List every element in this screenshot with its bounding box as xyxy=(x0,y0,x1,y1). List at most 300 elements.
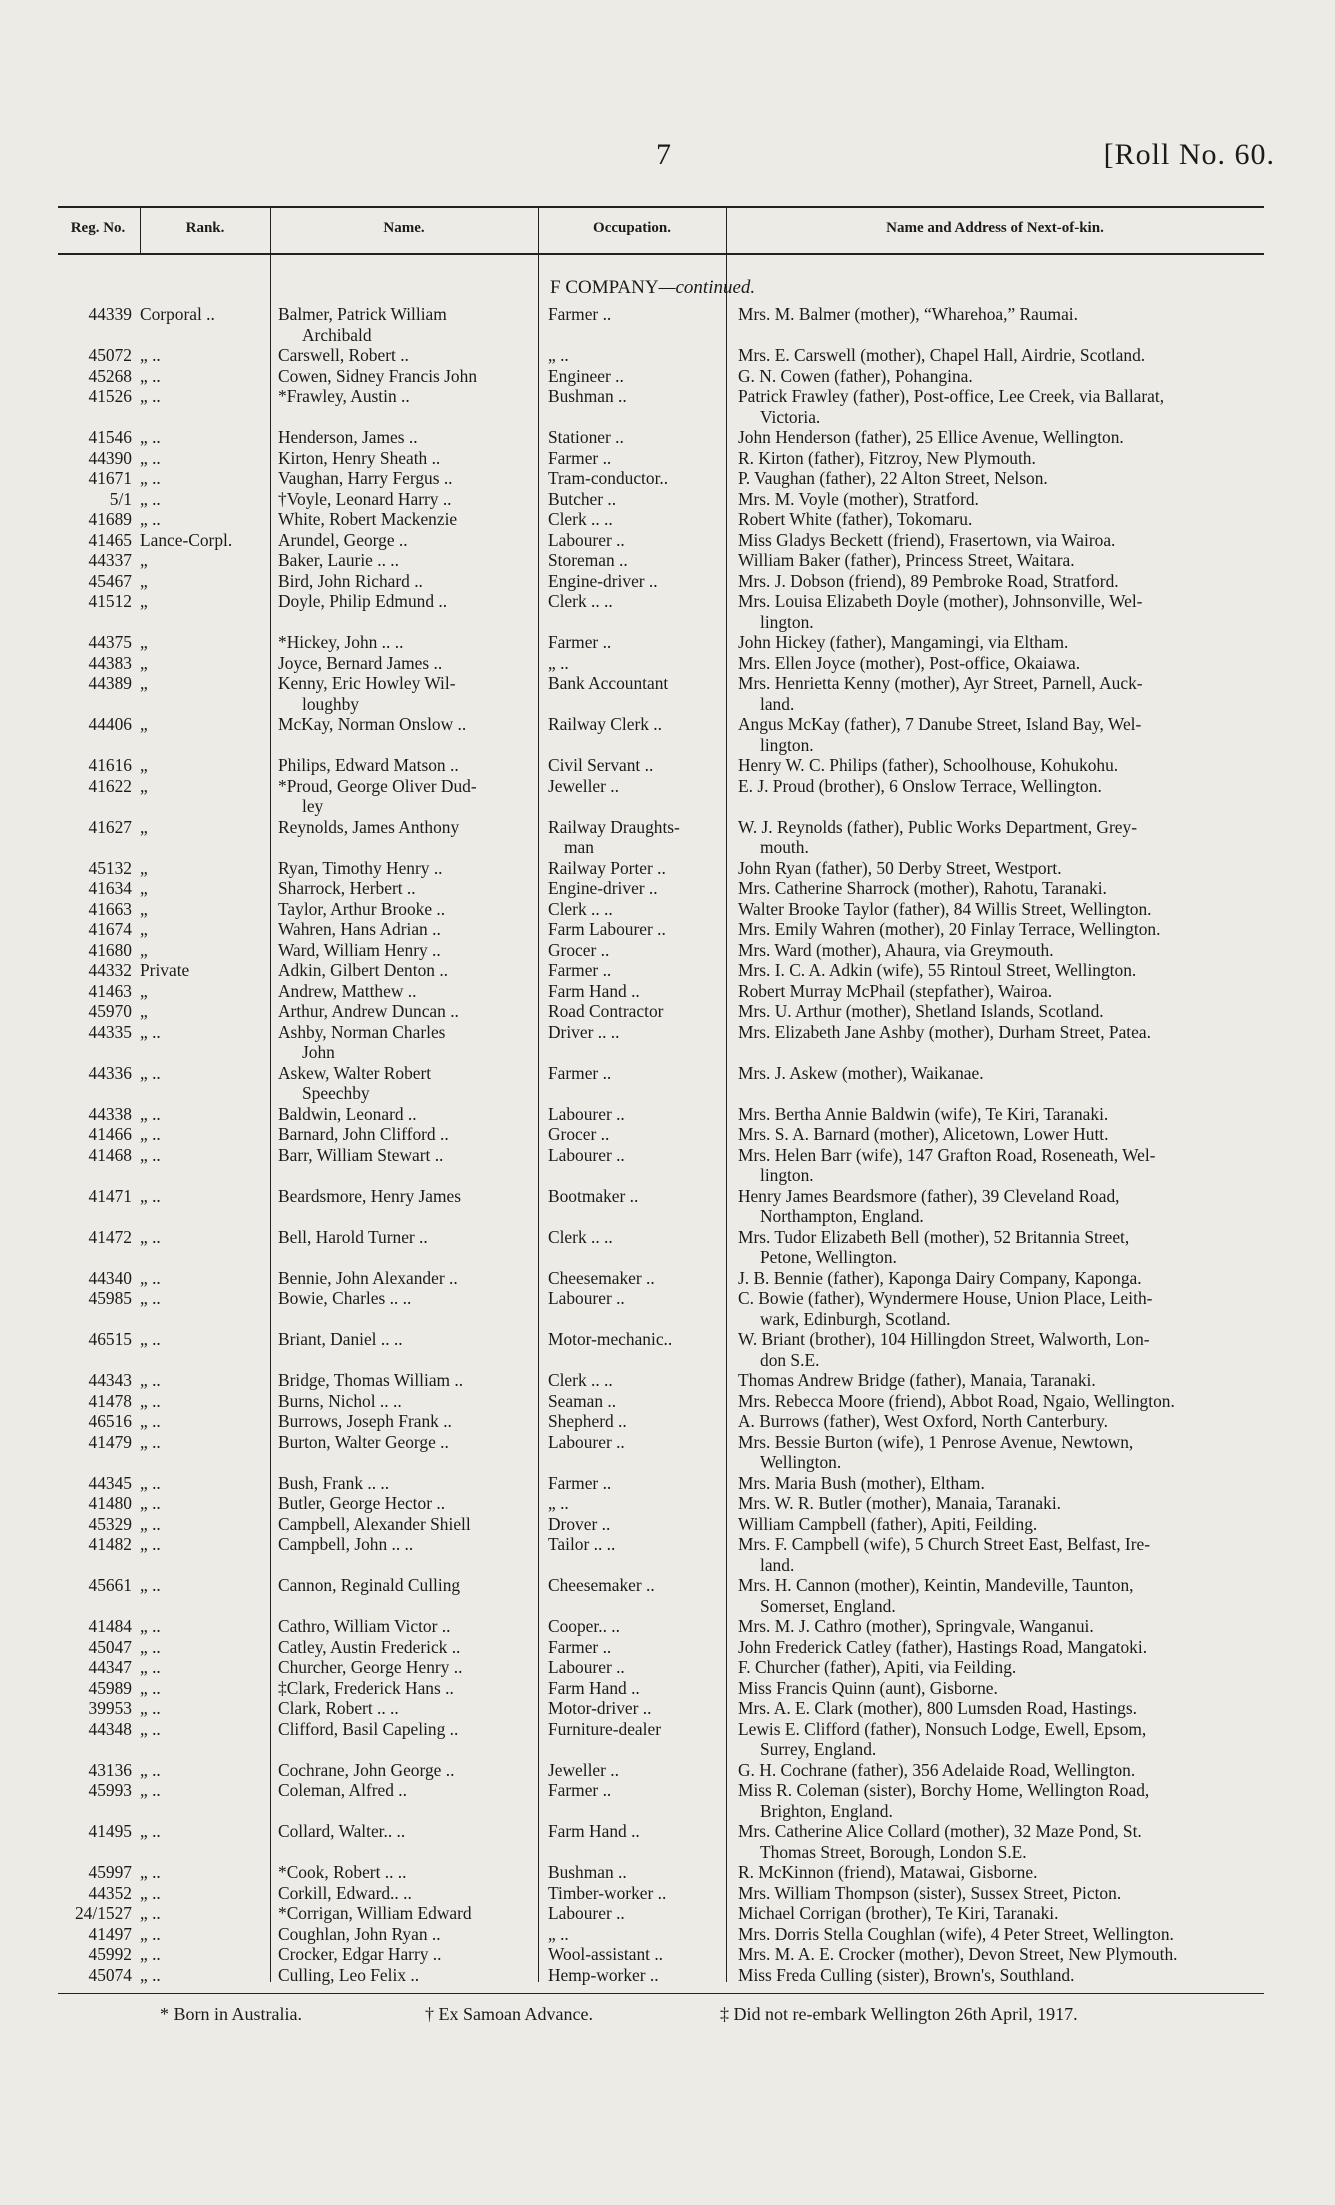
occupation xyxy=(548,1760,718,1781)
occupation xyxy=(548,591,718,612)
next-of-kin-line: Mrs. M. Voyle (mother), Stratford. xyxy=(738,488,979,509)
table-row xyxy=(0,448,1335,469)
next-of-kin-line: William Baker (father), Princess Street, Waitara. xyxy=(738,550,1075,570)
table-row xyxy=(0,1903,1335,1924)
next-of-kin-line: Northampton, England. xyxy=(760,1206,924,1226)
occupation-line: Motor-driver .. xyxy=(548,1698,652,1718)
table-row xyxy=(0,1760,1335,1781)
occupation-line: Hemp-worker .. xyxy=(548,1964,659,1985)
soldier-name-line: Henderson, James .. xyxy=(278,427,418,447)
next-of-kin-line: lington. xyxy=(760,734,814,755)
occupation xyxy=(548,1862,718,1883)
next-of-kin-line: don S.E. xyxy=(760,1349,820,1370)
next-of-kin xyxy=(738,714,1278,755)
next-of-kin xyxy=(738,1698,1278,1719)
soldier-name xyxy=(278,981,528,1002)
soldier-name-line: Briant, Daniel .. .. xyxy=(278,1329,403,1349)
reg-number: 41526 xyxy=(88,386,132,406)
occupation-line: Wool-assistant .. xyxy=(548,1944,664,1964)
soldier-name-line: Kenny, Eric Howley Wil- xyxy=(278,673,456,693)
column-header-occupation: Occupation. xyxy=(593,220,671,236)
rank: „ .. xyxy=(140,1513,161,1534)
soldier-name-line: Campbell, Alexander Shiell xyxy=(278,1513,471,1534)
occupation-line: Road Contractor xyxy=(548,1001,664,1021)
section-title: F COMPANY xyxy=(550,277,659,298)
table-row xyxy=(0,981,1335,1002)
soldier-name xyxy=(278,1288,528,1309)
occupation xyxy=(548,1575,718,1596)
reg-number: 24/1527 xyxy=(74,1903,132,1923)
soldier-name-line: †Voyle, Leonard Harry .. xyxy=(278,488,452,509)
occupation-line: Farm Hand .. xyxy=(548,1821,640,1841)
table-row xyxy=(0,427,1335,448)
soldier-name xyxy=(278,1760,528,1781)
next-of-kin-line: Thomas Andrew Bridge (father), Manaia, Taranaki. xyxy=(738,1370,1096,1390)
soldier-name-line: Collard, Walter.. .. xyxy=(278,1821,406,1841)
table-row xyxy=(0,1637,1335,1658)
soldier-name-line: Burton, Walter George .. xyxy=(278,1431,449,1452)
footnote-samoan: † Ex Samoan Advance. xyxy=(425,2004,593,2024)
soldier-name-line: Burrows, Joseph Frank .. xyxy=(278,1411,452,1431)
table-row xyxy=(0,1022,1335,1063)
occupation xyxy=(548,1821,718,1842)
occupation-line: Farm Labourer .. xyxy=(548,919,666,939)
soldier-name xyxy=(278,1145,528,1166)
rank: „ .. xyxy=(140,1329,161,1349)
table-row xyxy=(0,366,1335,387)
table-row xyxy=(0,571,1335,592)
rank: „ xyxy=(140,673,148,693)
next-of-kin-line: Robert White (father), Tokomaru. xyxy=(738,509,973,529)
soldier-name-line: Askew, Walter Robert xyxy=(278,1062,432,1083)
occupation xyxy=(548,673,718,694)
next-of-kin xyxy=(738,919,1278,940)
reg-number: 44336 xyxy=(88,1062,132,1083)
next-of-kin xyxy=(738,1534,1278,1575)
next-of-kin-line: Mrs. Catherine Alice Collard (mother), 32 Maze Pond, St. xyxy=(738,1821,1142,1841)
rank: „ .. xyxy=(140,1534,161,1554)
table-row xyxy=(0,1329,1335,1370)
occupation-line: Furniture-dealer xyxy=(548,1718,661,1739)
soldier-name-line: Baldwin, Leonard .. xyxy=(278,1103,417,1124)
soldier-name-line: Bird, John Richard .. xyxy=(278,570,423,591)
column-header-kin: Name and Address of Next-of-kin. xyxy=(886,220,1104,236)
occupation xyxy=(548,345,718,366)
occupation xyxy=(548,448,718,469)
rank: „ .. xyxy=(140,1944,161,1964)
soldier-name-line: White, Robert Mackenzie xyxy=(278,509,458,529)
occupation xyxy=(548,1965,718,1986)
next-of-kin xyxy=(738,1862,1278,1883)
table-row xyxy=(0,899,1335,920)
next-of-kin xyxy=(738,1104,1278,1125)
next-of-kin xyxy=(738,1965,1278,1986)
table-row xyxy=(0,468,1335,489)
soldier-name xyxy=(278,1944,528,1965)
next-of-kin xyxy=(738,632,1278,653)
next-of-kin xyxy=(738,878,1278,899)
occupation-line: Labourer .. xyxy=(548,1288,625,1308)
rank: „ .. xyxy=(140,427,161,447)
soldier-name xyxy=(278,755,528,776)
occupation-line: Tram-conductor.. xyxy=(548,468,669,488)
rank: Private xyxy=(140,960,190,980)
occupation xyxy=(548,489,718,510)
occupation-line: Clerk .. .. xyxy=(548,1370,613,1390)
table-row xyxy=(0,1534,1335,1575)
occupation xyxy=(548,1944,718,1965)
rank: „ .. xyxy=(140,1390,161,1411)
table-row xyxy=(0,1924,1335,1945)
soldier-name-line: Ashby, Norman Charles xyxy=(278,1021,446,1042)
soldier-name xyxy=(278,1616,528,1637)
reg-number: 44339 xyxy=(88,304,132,324)
reg-number: 41465 xyxy=(88,529,132,550)
next-of-kin xyxy=(738,509,1278,530)
reg-number: 44332 xyxy=(88,960,132,980)
rank: „ xyxy=(140,570,148,591)
next-of-kin xyxy=(738,1432,1278,1473)
soldier-name xyxy=(278,714,528,735)
rank: „ xyxy=(140,775,148,796)
next-of-kin-line: Mrs. J. Askew (mother), Waikanae. xyxy=(738,1062,984,1083)
reg-number: 45047 xyxy=(88,1636,132,1657)
next-of-kin xyxy=(738,940,1278,961)
occupation xyxy=(548,1432,718,1453)
header-rule-bottom xyxy=(58,253,1264,255)
rank: „ .. xyxy=(140,1923,161,1944)
next-of-kin xyxy=(738,1145,1278,1186)
next-of-kin-line: Mrs. Catherine Sharrock (mother), Rahotu, Taranaki. xyxy=(738,878,1107,898)
occupation xyxy=(548,1227,718,1248)
next-of-kin xyxy=(738,1883,1278,1904)
soldier-name-line: Vaughan, Harry Fergus .. xyxy=(278,468,453,488)
next-of-kin-line: Mrs. A. E. Clark (mother), 800 Lumsden Road, Hastings. xyxy=(738,1698,1137,1718)
reg-number: 41472 xyxy=(88,1226,132,1247)
rank: „ xyxy=(140,898,148,919)
occupation-line: Jeweller .. xyxy=(548,775,619,796)
next-of-kin xyxy=(738,550,1278,571)
occupation xyxy=(548,1063,718,1084)
next-of-kin-line: Mrs. Tudor Elizabeth Bell (mother), 52 Britannia Street, xyxy=(738,1226,1130,1247)
table-row xyxy=(0,1514,1335,1535)
reg-number: 45989 xyxy=(88,1677,132,1698)
occupation-line: Jeweller .. xyxy=(548,1759,619,1780)
next-of-kin-line: Mrs. Bessie Burton (wife), 1 Penrose Avenue, Newtown, xyxy=(738,1431,1134,1452)
next-of-kin-line: Mrs. Rebecca Moore (friend), Abbot Road, Ngaio, Wellington. xyxy=(738,1390,1175,1411)
soldier-name-line: Coughlan, John Ryan .. xyxy=(278,1923,441,1944)
soldier-name xyxy=(278,427,528,448)
occupation-line: Railway Draughts- xyxy=(548,816,680,837)
next-of-kin-line: Mrs. W. R. Butler (mother), Manaia, Taranaki. xyxy=(738,1493,1062,1513)
occupation-line: Farmer .. xyxy=(548,1780,612,1800)
reg-number: 41471 xyxy=(88,1185,132,1206)
table-row xyxy=(0,489,1335,510)
next-of-kin-line: P. Vaughan (father), 22 Alton Street, Nelson. xyxy=(738,468,1048,488)
next-of-kin xyxy=(738,1616,1278,1637)
next-of-kin xyxy=(738,591,1278,632)
rank: „ xyxy=(140,652,148,673)
occupation xyxy=(548,530,718,551)
occupation xyxy=(548,1001,718,1022)
soldier-name xyxy=(278,304,528,345)
reg-number: 41497 xyxy=(88,1923,132,1944)
reg-number: 45661 xyxy=(88,1575,132,1595)
next-of-kin-line: Lewis E. Clifford (father), Nonsuch Lodge, Ewell, Epsom, xyxy=(738,1718,1147,1739)
soldier-name xyxy=(278,468,528,489)
occupation-line: Timber-worker .. xyxy=(548,1882,667,1903)
roll-table xyxy=(0,304,1335,1985)
table-row xyxy=(0,1063,1335,1104)
rank: „ .. xyxy=(140,1903,161,1923)
soldier-name xyxy=(278,1473,528,1494)
next-of-kin-line: lington. xyxy=(760,1165,814,1185)
soldier-name-line: John xyxy=(302,1042,335,1062)
soldier-name xyxy=(278,1001,528,1022)
occupation xyxy=(548,550,718,571)
next-of-kin-line: land. xyxy=(760,1554,795,1575)
occupation-line: Farmer .. xyxy=(548,1636,612,1657)
occupation xyxy=(548,1473,718,1494)
soldier-name-line: Bowie, Charles .. .. xyxy=(278,1288,412,1308)
occupation-line: Farm Hand .. xyxy=(548,980,640,1001)
next-of-kin-line: R. McKinnon (friend), Matawai, Gisborne. xyxy=(738,1862,1038,1882)
soldier-name xyxy=(278,448,528,469)
occupation-line: Farmer .. xyxy=(548,304,612,324)
next-of-kin xyxy=(738,858,1278,879)
occupation-line: Bank Accountant xyxy=(548,673,669,693)
occupation xyxy=(548,386,718,407)
soldier-name xyxy=(278,1657,528,1678)
occupation-line: Cheesemaker .. xyxy=(548,1575,655,1595)
reg-number: 41468 xyxy=(88,1144,132,1165)
soldier-name xyxy=(278,345,528,366)
rank: „ .. xyxy=(140,1288,161,1308)
reg-number: 44390 xyxy=(88,447,132,468)
next-of-kin xyxy=(738,448,1278,469)
next-of-kin-line: Mrs. I. C. A. Adkin (wife), 55 Rintoul Street, Wellington. xyxy=(738,960,1137,980)
next-of-kin-line: J. B. Bennie (father), Kaponga Dairy Company, Kaponga. xyxy=(738,1267,1142,1288)
next-of-kin xyxy=(738,1124,1278,1145)
occupation xyxy=(548,1657,718,1678)
soldier-name-line: Barr, William Stewart .. xyxy=(278,1144,444,1165)
rank: „ .. xyxy=(140,365,161,386)
soldier-name-line: Bush, Frank .. .. xyxy=(278,1472,390,1493)
occupation-line: Stationer .. xyxy=(548,427,624,447)
roll-number: [Roll No. 60. xyxy=(1103,138,1275,171)
soldier-name xyxy=(278,1432,528,1453)
next-of-kin-line: G. N. Cowen (father), Pohangina. xyxy=(738,365,973,386)
soldier-name-line: *Corrigan, William Edward xyxy=(278,1903,472,1923)
soldier-name xyxy=(278,530,528,551)
soldier-name xyxy=(278,1965,528,1986)
next-of-kin-line: W. J. Reynolds (father), Public Works Department, Grey- xyxy=(738,816,1137,837)
column-header-reg: Reg. No. xyxy=(70,220,126,236)
soldier-name xyxy=(278,1329,528,1350)
soldier-name xyxy=(278,366,528,387)
next-of-kin-line: Henry James Beardsmore (father), 39 Cleveland Road, xyxy=(738,1185,1120,1206)
table-row xyxy=(0,1001,1335,1022)
occupation-line: Bootmaker .. xyxy=(548,1185,639,1206)
next-of-kin-line: John Hickey (father), Mangamingi, via Eltham. xyxy=(738,632,1069,652)
table-row xyxy=(0,550,1335,571)
table-row xyxy=(0,1145,1335,1186)
soldier-name-line: Andrew, Matthew .. xyxy=(278,980,417,1001)
occupation-line: Farmer .. xyxy=(548,1062,612,1083)
next-of-kin-line: R. Kirton (father), Fitzroy, New Plymouth. xyxy=(738,447,1036,468)
rank: „ .. xyxy=(140,1657,161,1677)
occupation xyxy=(548,1411,718,1432)
next-of-kin-line: Mrs. Bertha Annie Baldwin (wife), Te Kiri, Taranaki. xyxy=(738,1103,1109,1124)
occupation-line: Clerk .. .. xyxy=(548,1226,613,1247)
occupation xyxy=(548,1719,718,1740)
rank: „ .. xyxy=(140,1472,161,1493)
occupation xyxy=(548,632,718,653)
occupation-line: „ .. xyxy=(548,345,569,365)
rank: „ .. xyxy=(140,1103,161,1124)
occupation-line: Farmer .. xyxy=(548,632,612,652)
next-of-kin-line: Mrs. S. A. Barnard (mother), Alicetown, Lower Hutt. xyxy=(738,1124,1109,1144)
occupation xyxy=(548,858,718,879)
occupation-line: „ .. xyxy=(548,652,569,673)
occupation-line: Labourer .. xyxy=(548,1103,625,1124)
next-of-kin-line: Victoria. xyxy=(760,406,821,427)
next-of-kin xyxy=(738,489,1278,510)
soldier-name xyxy=(278,632,528,653)
next-of-kin xyxy=(738,653,1278,674)
next-of-kin xyxy=(738,1780,1278,1821)
rank: „ .. xyxy=(140,1780,161,1800)
reg-number: 41616 xyxy=(88,755,132,775)
occupation xyxy=(548,1780,718,1801)
table-row xyxy=(0,817,1335,858)
rank: „ .. xyxy=(140,1493,161,1513)
next-of-kin-line: F. Churcher (father), Apiti, via Feilding. xyxy=(738,1657,1017,1677)
next-of-kin-line: Mrs. Emily Wahren (mother), 20 Finlay Terrace, Wellington. xyxy=(738,919,1161,939)
table-row xyxy=(0,673,1335,714)
occupation-line: Farmer .. xyxy=(548,1472,612,1493)
rank: „ xyxy=(140,919,148,939)
rank: „ .. xyxy=(140,1185,161,1206)
next-of-kin-line: Mrs. Ellen Joyce (mother), Post-office, Okaiawa. xyxy=(738,652,1081,673)
occupation-line: Engine-driver .. xyxy=(548,878,658,898)
soldier-name-line: Burns, Nichol .. .. xyxy=(278,1390,402,1411)
occupation xyxy=(548,1903,718,1924)
rank: „ .. xyxy=(140,468,161,488)
next-of-kin xyxy=(738,817,1278,858)
next-of-kin-line: Miss Gladys Beckett (friend), Frasertown, via Wairoa. xyxy=(738,529,1116,550)
next-of-kin-line: Mrs. William Thompson (sister), Sussex Street, Picton. xyxy=(738,1882,1122,1903)
soldier-name-line: Cannon, Reginald Culling xyxy=(278,1575,461,1595)
rank: „ .. xyxy=(140,1062,161,1083)
occupation xyxy=(548,940,718,961)
rank: „ .. xyxy=(140,1636,161,1657)
soldier-name-line: Taylor, Arthur Brooke .. xyxy=(278,898,446,919)
next-of-kin-line: Miss Francis Quinn (aunt), Gisborne. xyxy=(738,1677,998,1698)
rank: „ xyxy=(140,591,148,611)
soldier-name xyxy=(278,1022,528,1063)
soldier-name xyxy=(278,1821,528,1842)
soldier-name xyxy=(278,1678,528,1699)
next-of-kin-line: Mrs. Dorris Stella Coughlan (wife), 4 Peter Street, Wellington. xyxy=(738,1923,1174,1944)
column-header-name: Name. xyxy=(383,220,425,236)
reg-number: 44338 xyxy=(88,1103,132,1124)
occupation-line: Labourer .. xyxy=(548,1903,625,1923)
table-row xyxy=(0,345,1335,366)
next-of-kin xyxy=(738,1268,1278,1289)
occupation xyxy=(548,1493,718,1514)
soldier-name xyxy=(278,1493,528,1514)
soldier-name xyxy=(278,858,528,879)
next-of-kin-line: John Ryan (father), 50 Derby Street, Westport. xyxy=(738,857,1062,878)
next-of-kin-line: Mrs. Henrietta Kenny (mother), Ayr Street, Parnell, Auck- xyxy=(738,673,1143,693)
soldier-name-line: Sharrock, Herbert .. xyxy=(278,878,416,898)
reg-number: 46515 xyxy=(88,1329,132,1349)
reg-number: 41674 xyxy=(88,919,132,939)
soldier-name xyxy=(278,1391,528,1412)
table-row xyxy=(0,1616,1335,1637)
occupation-line: Civil Servant .. xyxy=(548,755,654,775)
next-of-kin-line: Michael Corrigan (brother), Te Kiri, Taranaki. xyxy=(738,1903,1059,1923)
table-row xyxy=(0,1124,1335,1145)
soldier-name-line: Ward, William Henry .. xyxy=(278,939,441,960)
soldier-name xyxy=(278,1268,528,1289)
next-of-kin-line: Mrs. F. Campbell (wife), 5 Church Street East, Belfast, Ire- xyxy=(738,1534,1151,1554)
next-of-kin-line: W. Briant (brother), 104 Hillingdon Street, Walworth, Lon- xyxy=(738,1329,1150,1349)
reg-number: 41680 xyxy=(88,939,132,960)
rank: „ xyxy=(140,857,148,878)
occupation xyxy=(548,366,718,387)
table-row xyxy=(0,1780,1335,1821)
occupation-line: Farm Hand .. xyxy=(548,1677,640,1698)
reg-number: 45074 xyxy=(88,1964,132,1985)
soldier-name xyxy=(278,1186,528,1207)
occupation-line: man xyxy=(564,837,594,857)
reg-number: 44347 xyxy=(88,1657,132,1677)
next-of-kin-line: Mrs. Elizabeth Jane Ashby (mother), Durham Street, Patea. xyxy=(738,1021,1151,1042)
next-of-kin xyxy=(738,571,1278,592)
soldier-name-line: Cochrane, John George .. xyxy=(278,1759,455,1780)
rank: „ .. xyxy=(140,1370,161,1390)
occupation xyxy=(548,427,718,448)
next-of-kin xyxy=(738,427,1278,448)
occupation-line: Driver .. .. xyxy=(548,1021,620,1042)
rank: Lance-Corpl. xyxy=(140,529,233,550)
occupation xyxy=(548,755,718,776)
soldier-name-line: Campbell, John .. .. xyxy=(278,1534,414,1554)
rank: „ xyxy=(140,878,148,898)
reg-number: 44352 xyxy=(88,1882,132,1903)
occupation-line: Railway Porter .. xyxy=(548,857,666,878)
page-number: 7 xyxy=(656,138,671,171)
occupation xyxy=(548,1124,718,1145)
table-row xyxy=(0,653,1335,674)
column-divider xyxy=(140,206,141,254)
reg-number: 44345 xyxy=(88,1472,132,1493)
soldier-name-line: ley xyxy=(302,796,324,816)
reg-number: 41478 xyxy=(88,1390,132,1411)
next-of-kin xyxy=(738,1411,1278,1432)
header-rule-top xyxy=(58,206,1264,208)
table-row xyxy=(0,1862,1335,1883)
reg-number: 5/1 xyxy=(109,488,132,509)
next-of-kin xyxy=(738,530,1278,551)
table-row xyxy=(0,632,1335,653)
next-of-kin xyxy=(738,776,1278,797)
section-heading xyxy=(550,277,755,299)
occupation-line: Labourer .. xyxy=(548,529,625,550)
next-of-kin-line: Patrick Frawley (father), Post-office, Lee Creek, via Ballarat, xyxy=(738,386,1165,406)
